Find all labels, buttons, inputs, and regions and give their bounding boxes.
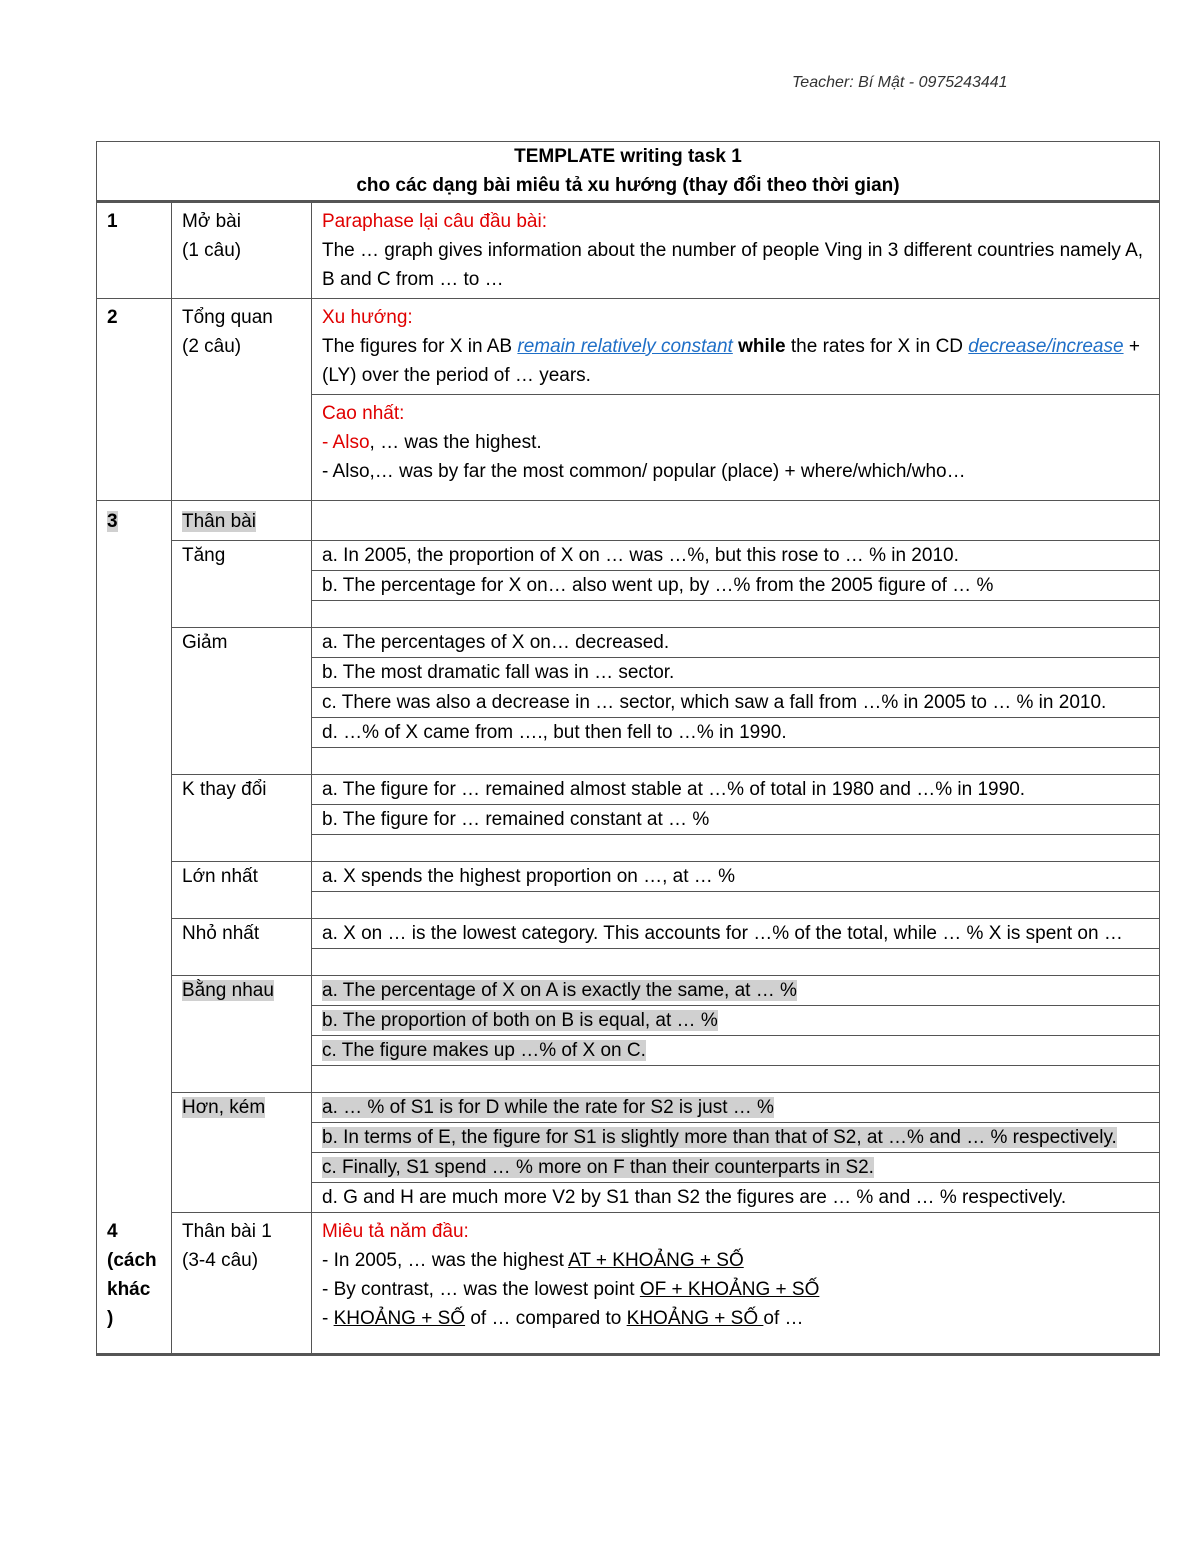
t: the rates for X in CD <box>785 336 969 357</box>
section-2-row <box>97 299 1159 501</box>
t: , … was the highest. <box>369 432 542 453</box>
subsection-nho-nhat <box>172 919 1159 976</box>
section-1-row <box>97 203 1159 299</box>
sub-label: K thay đổi <box>172 775 312 861</box>
phrase-link: decrease/increase <box>968 336 1124 357</box>
subsection-k-thay-doi <box>172 775 1159 862</box>
t: b. The proportion of both on B is equal, at … % <box>322 1010 718 1031</box>
heading: Cao nhất: <box>322 403 405 424</box>
heading: Xu hướng: <box>322 307 413 328</box>
line <box>312 1123 1159 1153</box>
sub-label: Tăng <box>172 541 312 627</box>
section-number: 2 <box>97 299 172 500</box>
t: c. Finally, S1 spend … % more on F than their counterparts in S2. <box>322 1157 874 1178</box>
subsection-hon-kem <box>172 1093 1159 1213</box>
line: a. X on … is the lowest category. This accounts for …% of the total, while … % X is spent on … <box>312 919 1159 949</box>
sub-label: Lớn nhất <box>172 862 312 918</box>
t: a. … % of S1 is for D while the rate for S2 is just … % <box>322 1097 774 1118</box>
num: 3 <box>107 511 118 532</box>
section-3-body <box>172 501 1159 1213</box>
section-content <box>312 299 1159 500</box>
title-line-2: cho các dạng bài miêu tả xu hướng (thay đổi theo thời gian) <box>356 175 900 196</box>
heading: Miêu tả năm đầu: <box>322 1221 469 1242</box>
t: - <box>322 1308 334 1329</box>
t: of … <box>763 1308 804 1329</box>
template-table <box>96 141 1160 1356</box>
section-label <box>172 501 312 540</box>
line: b. The percentage for X on… also went up, by …% from the 2005 figure of … % <box>312 571 1159 601</box>
t: OF + KHOẢNG + SỐ <box>639 1279 820 1300</box>
t: KHOẢNG + SỐ <box>626 1308 764 1329</box>
t: c. The figure makes up …% of X on C. <box>322 1040 646 1061</box>
heading: Paraphase lại câu đầu bài: <box>322 211 547 232</box>
section-number: 4 (cách khác ) <box>97 1213 172 1353</box>
text: The … graph gives information about the number of people Ving in 3 different countries namely A, B and C from … to … <box>322 240 1144 290</box>
section-name: Thân bài 1 <box>182 1221 272 1242</box>
item <box>322 1304 1149 1333</box>
line: a. X spends the highest proportion on …, at … % <box>312 862 1159 892</box>
t: of … compared to <box>465 1308 627 1329</box>
sub-label: Giảm <box>172 628 312 774</box>
line: a. The figure for … remained almost stable at …% of total in 1980 and …% in 1990. <box>312 775 1159 805</box>
sub-label <box>172 976 312 1092</box>
trend-text <box>322 332 1149 390</box>
line: b. The figure for … remained constant at … % <box>312 805 1159 835</box>
subsection-bang-nhau <box>172 976 1159 1093</box>
section-number <box>97 501 172 1213</box>
label: Hơn, kém <box>182 1097 266 1118</box>
line <box>312 1036 1159 1066</box>
subsection-giam <box>172 628 1159 775</box>
label: Bằng nhau <box>182 980 274 1001</box>
line: d. G and H are much more V2 by S1 than S2 the figures are … % and … % respectively. <box>322 1187 1067 1208</box>
t: - Also <box>322 432 370 453</box>
subsection-tang <box>172 541 1159 628</box>
section-sub: (1 câu) <box>182 240 242 261</box>
section-content <box>312 1213 1159 1353</box>
line: b. The most dramatic fall was in … sector. <box>312 658 1159 688</box>
line: a. The percentages of X on… decreased. <box>312 628 1159 658</box>
line: a. In 2005, the proportion of X on … was …%, but this rose to … % in 2010. <box>312 541 1159 571</box>
section-label <box>172 299 312 500</box>
section-name: Thân bài <box>182 511 256 532</box>
line <box>312 1093 1159 1123</box>
phrase-link: remain relatively constant <box>517 336 733 357</box>
subsection-lon-nhat <box>172 862 1159 919</box>
teacher-note: Teacher: Bí Mật - 0975243441 <box>792 74 1008 91</box>
t: a. The percentage of X on A is exactly the same, at … % <box>322 980 797 1001</box>
also-2: - Also,… was by far the most common/ popular (place) + where/which/who… <box>322 461 966 482</box>
t: while <box>732 336 786 357</box>
section-number: 1 <box>97 203 172 298</box>
t: - In 2005, … was the highest <box>322 1250 569 1271</box>
t: + (LY) over the period of … years. <box>322 336 1140 386</box>
item <box>322 1275 1149 1304</box>
title-line-1: TEMPLATE writing task 1 <box>514 146 742 167</box>
section-content <box>312 203 1159 298</box>
table-title <box>97 142 1159 203</box>
item <box>322 1246 1149 1275</box>
t: KHOẢNG + SỐ <box>333 1308 466 1329</box>
sub-label <box>172 1093 312 1212</box>
also-1 <box>322 428 1149 457</box>
sub-label: Nhỏ nhất <box>172 919 312 975</box>
t: AT + KHOẢNG + SỐ <box>568 1250 744 1271</box>
line: c. There was also a decrease in … sector, which saw a fall from …% in 2005 to … % in 2010. <box>312 688 1159 718</box>
t: - By contrast, … was the lowest point <box>322 1279 640 1300</box>
section-4-row <box>97 1213 1159 1356</box>
line <box>312 1006 1159 1036</box>
section-sub: (2 câu) <box>182 336 242 357</box>
line: d. …% of X came from …., but then fell to …% in 1990. <box>312 718 1159 748</box>
section-label <box>172 1213 312 1353</box>
t: b. In terms of E, the figure for S1 is slightly more than that of S2, at …% and … % respectively. <box>322 1127 1117 1148</box>
line <box>312 1153 1159 1183</box>
section-name: Mở bài <box>182 211 241 232</box>
section-sub: (3-4 câu) <box>182 1250 259 1271</box>
section-name: Tổng quan <box>182 307 273 328</box>
t: The figures for X in AB <box>322 336 518 357</box>
line <box>312 976 1159 1006</box>
section-3-row <box>97 501 1159 1213</box>
section-label <box>172 203 312 298</box>
